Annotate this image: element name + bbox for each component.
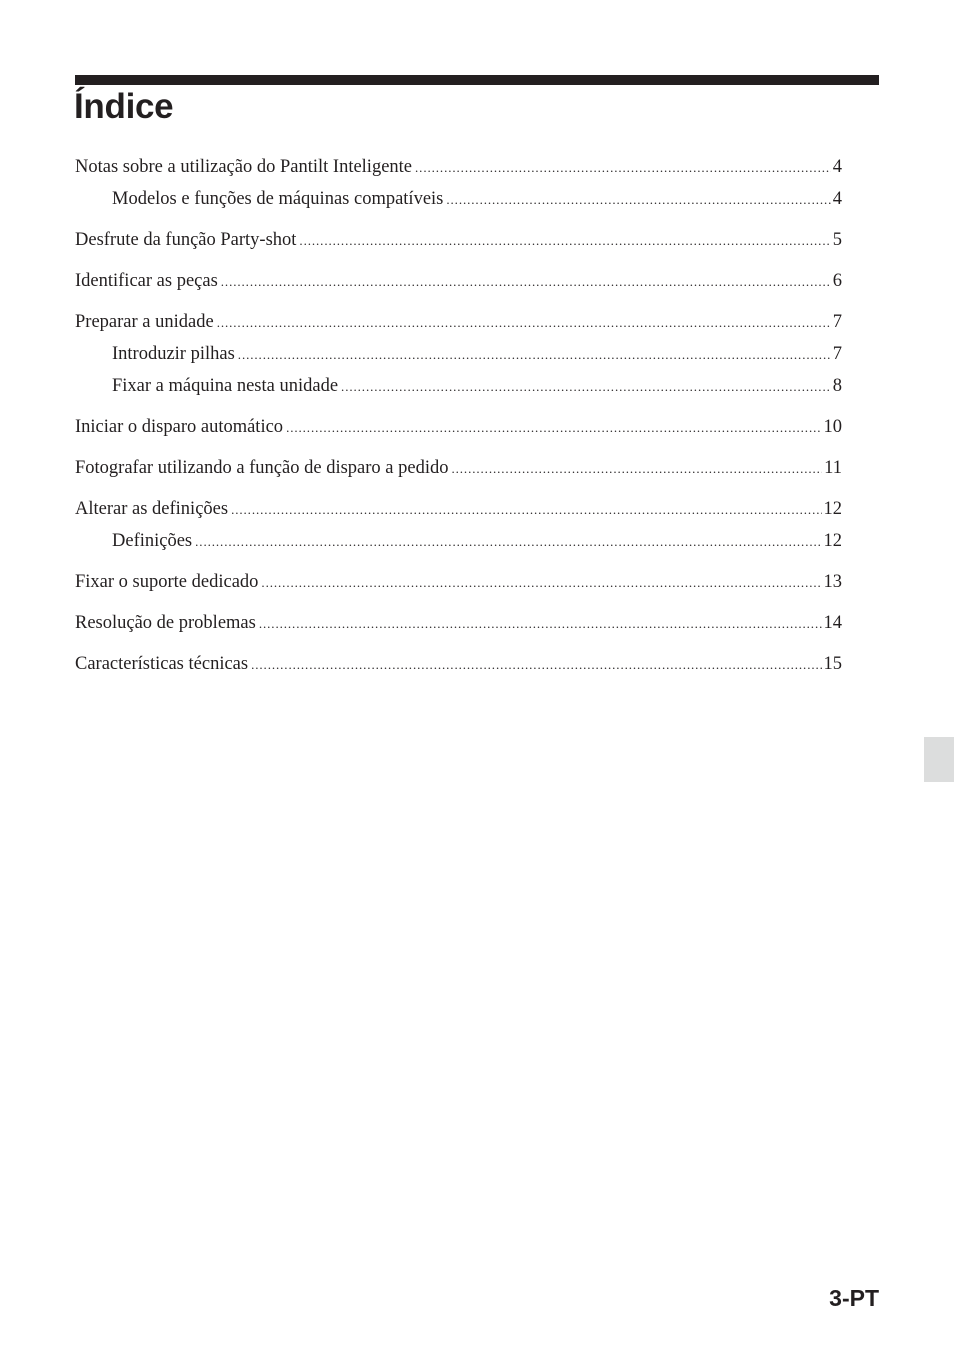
toc-entry-page: 8 xyxy=(832,376,842,396)
toc-entry-page: 12 xyxy=(823,499,842,519)
toc-entry[interactable] xyxy=(75,338,842,370)
toc-entry-label: Fixar o suporte dedicado xyxy=(75,572,259,592)
toc-entry[interactable] xyxy=(75,648,842,680)
toc-entry-label: Iniciar o disparo automático xyxy=(75,417,284,437)
toc-entry-label: Modelos e funções de máquinas compatíveis xyxy=(112,189,444,209)
toc-entry[interactable] xyxy=(75,183,842,215)
toc-entry-label: Resolução de problemas xyxy=(75,613,256,633)
dot-leader xyxy=(251,649,821,681)
toc-entry-page: 7 xyxy=(832,344,842,364)
dot-leader xyxy=(195,526,821,558)
toc-entry-label: Alterar as definições xyxy=(75,499,229,519)
page-title: Índice xyxy=(74,87,174,126)
toc-entry-page: 13 xyxy=(823,572,842,592)
toc-entry-page: 10 xyxy=(823,417,842,437)
toc-entry-page: 4 xyxy=(832,189,842,209)
toc-entry-page: 7 xyxy=(832,312,842,332)
toc-entry-page: 4 xyxy=(832,157,842,177)
dot-leader xyxy=(451,453,822,485)
table-of-contents xyxy=(75,151,842,680)
toc-entry-label: Fixar a máquina nesta unidade xyxy=(112,376,339,396)
toc-entry[interactable] xyxy=(75,411,842,443)
dot-leader xyxy=(286,412,821,444)
toc-entry-label: Características técnicas xyxy=(75,654,249,674)
dot-leader xyxy=(259,608,822,640)
toc-entry[interactable] xyxy=(75,607,842,639)
toc-entry-label: Notas sobre a utilização do Pantilt Inteligente xyxy=(75,157,413,177)
toc-entry[interactable] xyxy=(75,306,842,338)
toc-entry[interactable] xyxy=(75,525,842,557)
toc-entry-page: 14 xyxy=(823,613,842,633)
toc-entry-page: 15 xyxy=(823,654,842,674)
toc-entry[interactable] xyxy=(75,452,842,484)
toc-entry-page: 12 xyxy=(823,531,842,551)
toc-entry-label: Preparar a unidade xyxy=(75,312,214,332)
toc-entry[interactable] xyxy=(75,151,842,183)
dot-leader xyxy=(341,371,831,403)
dot-leader xyxy=(217,307,831,339)
dot-leader xyxy=(221,266,831,298)
dot-leader xyxy=(415,152,831,184)
toc-entry-page: 11 xyxy=(824,458,842,478)
toc-entry-page: 5 xyxy=(832,230,842,250)
toc-entry[interactable] xyxy=(75,566,842,598)
toc-entry-label: Definições xyxy=(112,531,193,551)
toc-entry[interactable] xyxy=(75,493,842,525)
toc-entry-label: Desfrute da função Party-shot xyxy=(75,230,297,250)
toc-entry-label: Fotografar utilizando a função de disparo a pedido xyxy=(75,458,449,478)
page-number: 3-PT xyxy=(829,1285,879,1311)
dot-leader xyxy=(231,494,821,526)
dot-leader xyxy=(261,567,821,599)
toc-entry[interactable] xyxy=(75,224,842,256)
toc-entry-label: Identificar as peças xyxy=(75,271,218,291)
side-tab-marker xyxy=(924,737,954,782)
dot-leader xyxy=(299,225,830,257)
dot-leader xyxy=(238,339,831,371)
toc-entry[interactable] xyxy=(75,370,842,402)
top-rule xyxy=(75,75,879,85)
toc-entry[interactable] xyxy=(75,265,842,297)
dot-leader xyxy=(446,184,830,216)
toc-entry-label: Introduzir pilhas xyxy=(112,344,235,364)
toc-entry-page: 6 xyxy=(832,271,842,291)
